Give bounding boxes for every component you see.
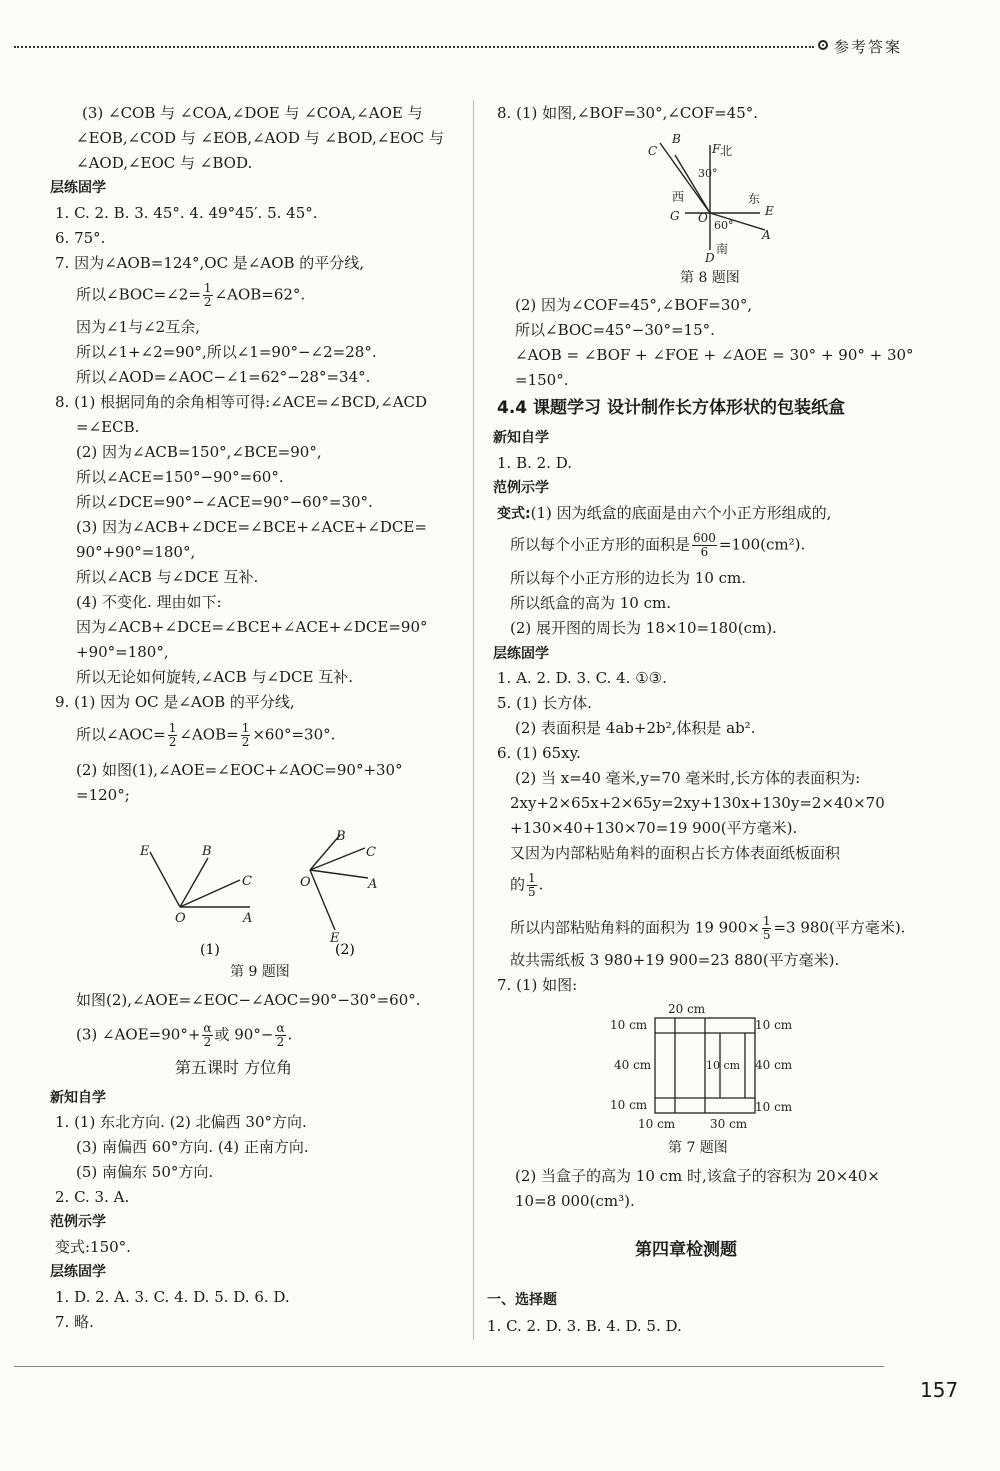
fig9-label-c: C bbox=[242, 874, 252, 889]
fig8-angle-60: 60° bbox=[714, 219, 734, 232]
text-line: ∠EOB,∠COD 与 ∠EOB,∠AOD 与 ∠BOD,∠EOC 与 bbox=[76, 129, 444, 147]
text-line bbox=[76, 722, 335, 749]
fraction bbox=[275, 1022, 285, 1049]
header-title: 参考答案 bbox=[834, 38, 903, 56]
text-line: (2) 表面积是 4ab+2b²,体积是 ab². bbox=[515, 719, 756, 737]
fraction-numerator: α bbox=[276, 1021, 285, 1035]
text-line: =150°. bbox=[515, 371, 569, 389]
figure-8 bbox=[630, 125, 790, 265]
text-line: 10=8 000(cm³). bbox=[515, 1192, 635, 1210]
text-line bbox=[76, 1022, 292, 1049]
subheading: 层练固学 bbox=[50, 1264, 106, 1280]
fig7-height-40-right: 40 cm bbox=[755, 1058, 793, 1072]
fraction-numerator: α bbox=[203, 1021, 212, 1035]
text-line: 8. (1) 根据同角的余角相等可得:∠ACE=∠BCD,∠ACD bbox=[55, 393, 428, 411]
text-line: (2) 当 x=40 毫米,y=70 毫米时,长方体的表面积为: bbox=[515, 769, 861, 787]
text-line: 1. (1) 东北方向. (2) 北偏西 30°方向. bbox=[55, 1113, 307, 1131]
fig8-label-b: B bbox=[672, 132, 681, 146]
text-part: (1) 因为纸盒的底面是由六个小正方形组成的, bbox=[530, 504, 832, 522]
subheading: 层练固学 bbox=[50, 180, 106, 196]
text-line: ∠AOB = ∠BOF + ∠FOE + ∠AOE = 30° + 90° + 30° bbox=[515, 346, 914, 364]
text-line bbox=[76, 282, 305, 309]
text-line: 7. 因为∠AOB=124°,OC 是∠AOB 的平分线, bbox=[55, 254, 365, 272]
text-line: 1. C. 2. D. 3. B. 4. D. 5. D. bbox=[487, 1317, 682, 1335]
text-part: 所以每个小正方形的面积是 bbox=[510, 535, 691, 554]
text-line: 又因为内部粘贴角料的面积占长方体表面纸板面积 bbox=[510, 844, 841, 862]
fraction-denominator: 2 bbox=[203, 1035, 212, 1049]
text-line: 8. (1) 如图,∠BOF=30°,∠COF=45°. bbox=[497, 104, 759, 122]
page-number: 157 bbox=[920, 1378, 959, 1402]
header-dotted-rule bbox=[14, 46, 814, 48]
text-part: 的 bbox=[510, 875, 526, 894]
text-line: 6. (1) 65xy. bbox=[497, 744, 581, 762]
fig9-label-a: A bbox=[243, 911, 253, 926]
header-bullet-icon bbox=[818, 40, 828, 50]
fraction bbox=[762, 915, 772, 942]
text-part: =3 980(平方毫米). bbox=[773, 918, 906, 937]
fig9-label-o: O bbox=[175, 911, 186, 926]
fraction-denominator: 2 bbox=[168, 735, 177, 749]
text-line: +130×40+130×70=19 900(平方毫米). bbox=[510, 819, 798, 837]
footer-rule bbox=[14, 1366, 884, 1367]
subheading: 范例示学 bbox=[50, 1214, 106, 1230]
fraction-denominator: 2 bbox=[203, 295, 212, 309]
text-line: 1. D. 2. A. 3. C. 4. D. 5. D. 6. D. bbox=[55, 1288, 290, 1306]
text-part: ∠AOB=62°. bbox=[214, 285, 306, 304]
fraction bbox=[527, 872, 537, 899]
fraction-numerator: 600 bbox=[693, 531, 716, 545]
fraction bbox=[241, 722, 251, 749]
text-line: 所以∠1+∠2=90°,所以∠1=90°−∠2=28°. bbox=[76, 343, 377, 361]
text-part: ∠AOB= bbox=[179, 725, 239, 744]
figure-caption: 第 8 题图 bbox=[680, 270, 740, 286]
fig7-inner-10: 10 cm bbox=[706, 1059, 741, 1072]
fig8-label-o: O bbox=[698, 211, 708, 225]
fig8-south: 南 bbox=[716, 242, 729, 256]
fig8-angle-30: 30° bbox=[698, 167, 718, 180]
fig7-height-40: 40 cm bbox=[614, 1058, 652, 1072]
text-line bbox=[510, 915, 905, 942]
text-line bbox=[510, 872, 543, 899]
text-line: (3) ∠COB 与 ∠COA,∠DOE 与 ∠COA,∠AOE 与 bbox=[82, 104, 423, 122]
fig7-width-30: 30 cm bbox=[710, 1117, 748, 1131]
fig9-label-e2: E bbox=[330, 931, 340, 946]
text-part: 所以∠AOC= bbox=[76, 725, 166, 744]
figure-caption: 第 9 题图 bbox=[230, 964, 290, 980]
text-line: (2) 如图(1),∠AOE=∠EOC+∠AOC=90°+30° bbox=[76, 761, 403, 779]
fig9-label-o2: O bbox=[300, 875, 311, 890]
text-line: 7. 略. bbox=[55, 1313, 94, 1331]
text-line: (2) 当盒子的高为 10 cm 时,该盒子的容积为 20×40× bbox=[515, 1167, 880, 1185]
fraction-denominator: 5 bbox=[762, 928, 771, 942]
text-line: 故共需纸板 3 980+19 900=23 880(平方毫米). bbox=[510, 951, 840, 969]
text-line: (4) 不变化. 理由如下: bbox=[76, 593, 222, 611]
fig8-label-d: D bbox=[705, 251, 715, 265]
text-part: 变式: bbox=[497, 506, 531, 522]
text-line: =120°; bbox=[76, 786, 130, 804]
fraction-denominator: 2 bbox=[241, 735, 250, 749]
subheading: 新知自学 bbox=[50, 1090, 106, 1106]
fraction-denominator: 2 bbox=[276, 1035, 285, 1049]
text-line: (3) 因为∠ACB+∠DCE=∠BCE+∠ACE+∠DCE= bbox=[76, 518, 427, 536]
figure-caption: 第 7 题图 bbox=[668, 1140, 728, 1156]
fig8-west: 西 bbox=[672, 190, 685, 204]
text-line: 所以∠BOC=45°−30°=15°. bbox=[515, 321, 715, 339]
fig7-width-10-bottom: 10 cm bbox=[638, 1117, 676, 1131]
text-line: 所以∠ACE=150°−90°=60°. bbox=[76, 468, 284, 486]
text-line: 9. (1) 因为 OC 是∠AOB 的平分线, bbox=[55, 693, 295, 711]
fig9-label-c2: C bbox=[366, 845, 376, 860]
text-line: 所以每个小正方形的边长为 10 cm. bbox=[510, 569, 747, 587]
chapter-title: 第四章检测题 bbox=[635, 1240, 737, 1260]
fig8-label-g: G bbox=[670, 209, 680, 223]
text-part: (3) ∠AOE=90°+ bbox=[76, 1025, 201, 1044]
column-divider bbox=[473, 100, 474, 1340]
text-line: (2) 因为∠ACB=150°,∠BCE=90°, bbox=[76, 443, 322, 461]
text-line: 所以纸盒的高为 10 cm. bbox=[510, 594, 672, 612]
fig9-label-b: B bbox=[202, 844, 212, 859]
text-line: 1. A. 2. D. 3. C. 4. ①③. bbox=[497, 669, 667, 687]
fig7-height-bottom: 10 cm bbox=[610, 1098, 648, 1112]
fraction-numerator: 1 bbox=[762, 914, 771, 928]
fraction-numerator: 1 bbox=[241, 721, 250, 735]
text-part: . bbox=[287, 1025, 293, 1044]
text-line: (2) 因为∠COF=45°,∠BOF=30°, bbox=[515, 296, 753, 314]
fraction-denominator: 5 bbox=[528, 885, 536, 899]
fraction bbox=[203, 282, 213, 309]
text-line: 所以∠AOD=∠AOC−∠1=62°−28°=34°. bbox=[76, 368, 371, 386]
text-line bbox=[497, 503, 831, 524]
fig9-sub1: (1) bbox=[200, 942, 220, 958]
figure-9 bbox=[130, 830, 390, 965]
fig8-north: 北 bbox=[720, 144, 733, 158]
fig8-label-e: E bbox=[765, 204, 774, 218]
section-heading: 4.4 课题学习 设计制作长方体形状的包装纸盒 bbox=[497, 398, 845, 418]
text-line: 90°+90°=180°, bbox=[76, 543, 196, 561]
fig8-label-f: F bbox=[712, 142, 721, 156]
text-line: 2xy+2×65x+2×65y=2xy+130x+130y=2×40×70 bbox=[510, 794, 885, 812]
text-part: 所以内部粘贴角料的面积为 19 900× bbox=[510, 918, 760, 937]
lesson-title: 第五课时 方位角 bbox=[175, 1058, 293, 1077]
subheading: 一、选择题 bbox=[487, 1292, 557, 1308]
text-line: 6. 75°. bbox=[55, 229, 106, 247]
text-line: (5) 南偏东 50°方向. bbox=[76, 1163, 214, 1181]
fraction-numerator: 1 bbox=[203, 281, 212, 295]
fig8-label-c: C bbox=[648, 144, 658, 158]
text-line: 1. B. 2. D. bbox=[497, 454, 572, 472]
text-line: 因为∠ACB+∠DCE=∠BCE+∠ACE+∠DCE=90° bbox=[76, 618, 428, 636]
text-line bbox=[510, 532, 805, 559]
text-line: =∠ECB. bbox=[76, 418, 140, 436]
subheading: 范例示学 bbox=[493, 480, 549, 496]
text-line: 所以∠DCE=90°−∠ACE=90°−60°=30°. bbox=[76, 493, 373, 511]
text-line: 所以无论如何旋转,∠ACB 与∠DCE 互补. bbox=[76, 668, 353, 686]
fig8-east: 东 bbox=[748, 192, 761, 206]
fig9-label-b2: B bbox=[336, 830, 346, 844]
text-part: 或 90°− bbox=[214, 1025, 274, 1044]
text-part: 所以∠BOC=∠2= bbox=[76, 285, 201, 304]
fraction bbox=[202, 1022, 212, 1049]
figure-7 bbox=[600, 998, 810, 1133]
fig9-label-a2: A bbox=[368, 877, 378, 892]
text-line: 2. C. 3. A. bbox=[55, 1188, 130, 1206]
text-part: . bbox=[538, 875, 544, 894]
fig8-label-a: A bbox=[762, 228, 771, 242]
text-part: =100(cm²). bbox=[718, 535, 806, 554]
fraction-numerator: 1 bbox=[168, 721, 177, 735]
fraction bbox=[168, 722, 178, 749]
fig9-label-e: E bbox=[140, 844, 150, 859]
fig7-height-bottom-right: 10 cm bbox=[755, 1100, 793, 1114]
subheading: 层练固学 bbox=[493, 646, 549, 662]
fig9-sub2: (2) bbox=[335, 942, 355, 958]
fig7-width-20: 20 cm bbox=[668, 1002, 706, 1016]
text-line: (3) 南偏西 60°方向. (4) 正南方向. bbox=[76, 1138, 309, 1156]
text-line: 如图(2),∠AOE=∠EOC−∠AOC=90°−30°=60°. bbox=[76, 991, 421, 1009]
text-line: (2) 展开图的周长为 18×10=180(cm). bbox=[510, 619, 777, 637]
text-line: 7. (1) 如图: bbox=[497, 976, 578, 994]
text-line: ∠AOD,∠EOC 与 ∠BOD. bbox=[76, 154, 253, 172]
text-line: +90°=180°, bbox=[76, 643, 169, 661]
text-line: 所以∠ACB 与∠DCE 互补. bbox=[76, 568, 259, 586]
text-line: 1. C. 2. B. 3. 45°. 4. 49°45′. 5. 45°. bbox=[55, 204, 318, 222]
fig7-height-top: 10 cm bbox=[610, 1018, 648, 1032]
fraction bbox=[692, 532, 717, 559]
fraction-denominator: 6 bbox=[700, 545, 709, 559]
text-part: ×60°=30°. bbox=[252, 725, 336, 744]
fraction-numerator: 1 bbox=[528, 871, 536, 885]
subheading: 新知自学 bbox=[493, 430, 549, 446]
text-line: 变式:150°. bbox=[55, 1238, 131, 1256]
fig7-height-top-right: 10 cm bbox=[755, 1018, 793, 1032]
text-line: 5. (1) 长方体. bbox=[497, 694, 592, 712]
text-line: 因为∠1与∠2互余, bbox=[76, 318, 200, 336]
